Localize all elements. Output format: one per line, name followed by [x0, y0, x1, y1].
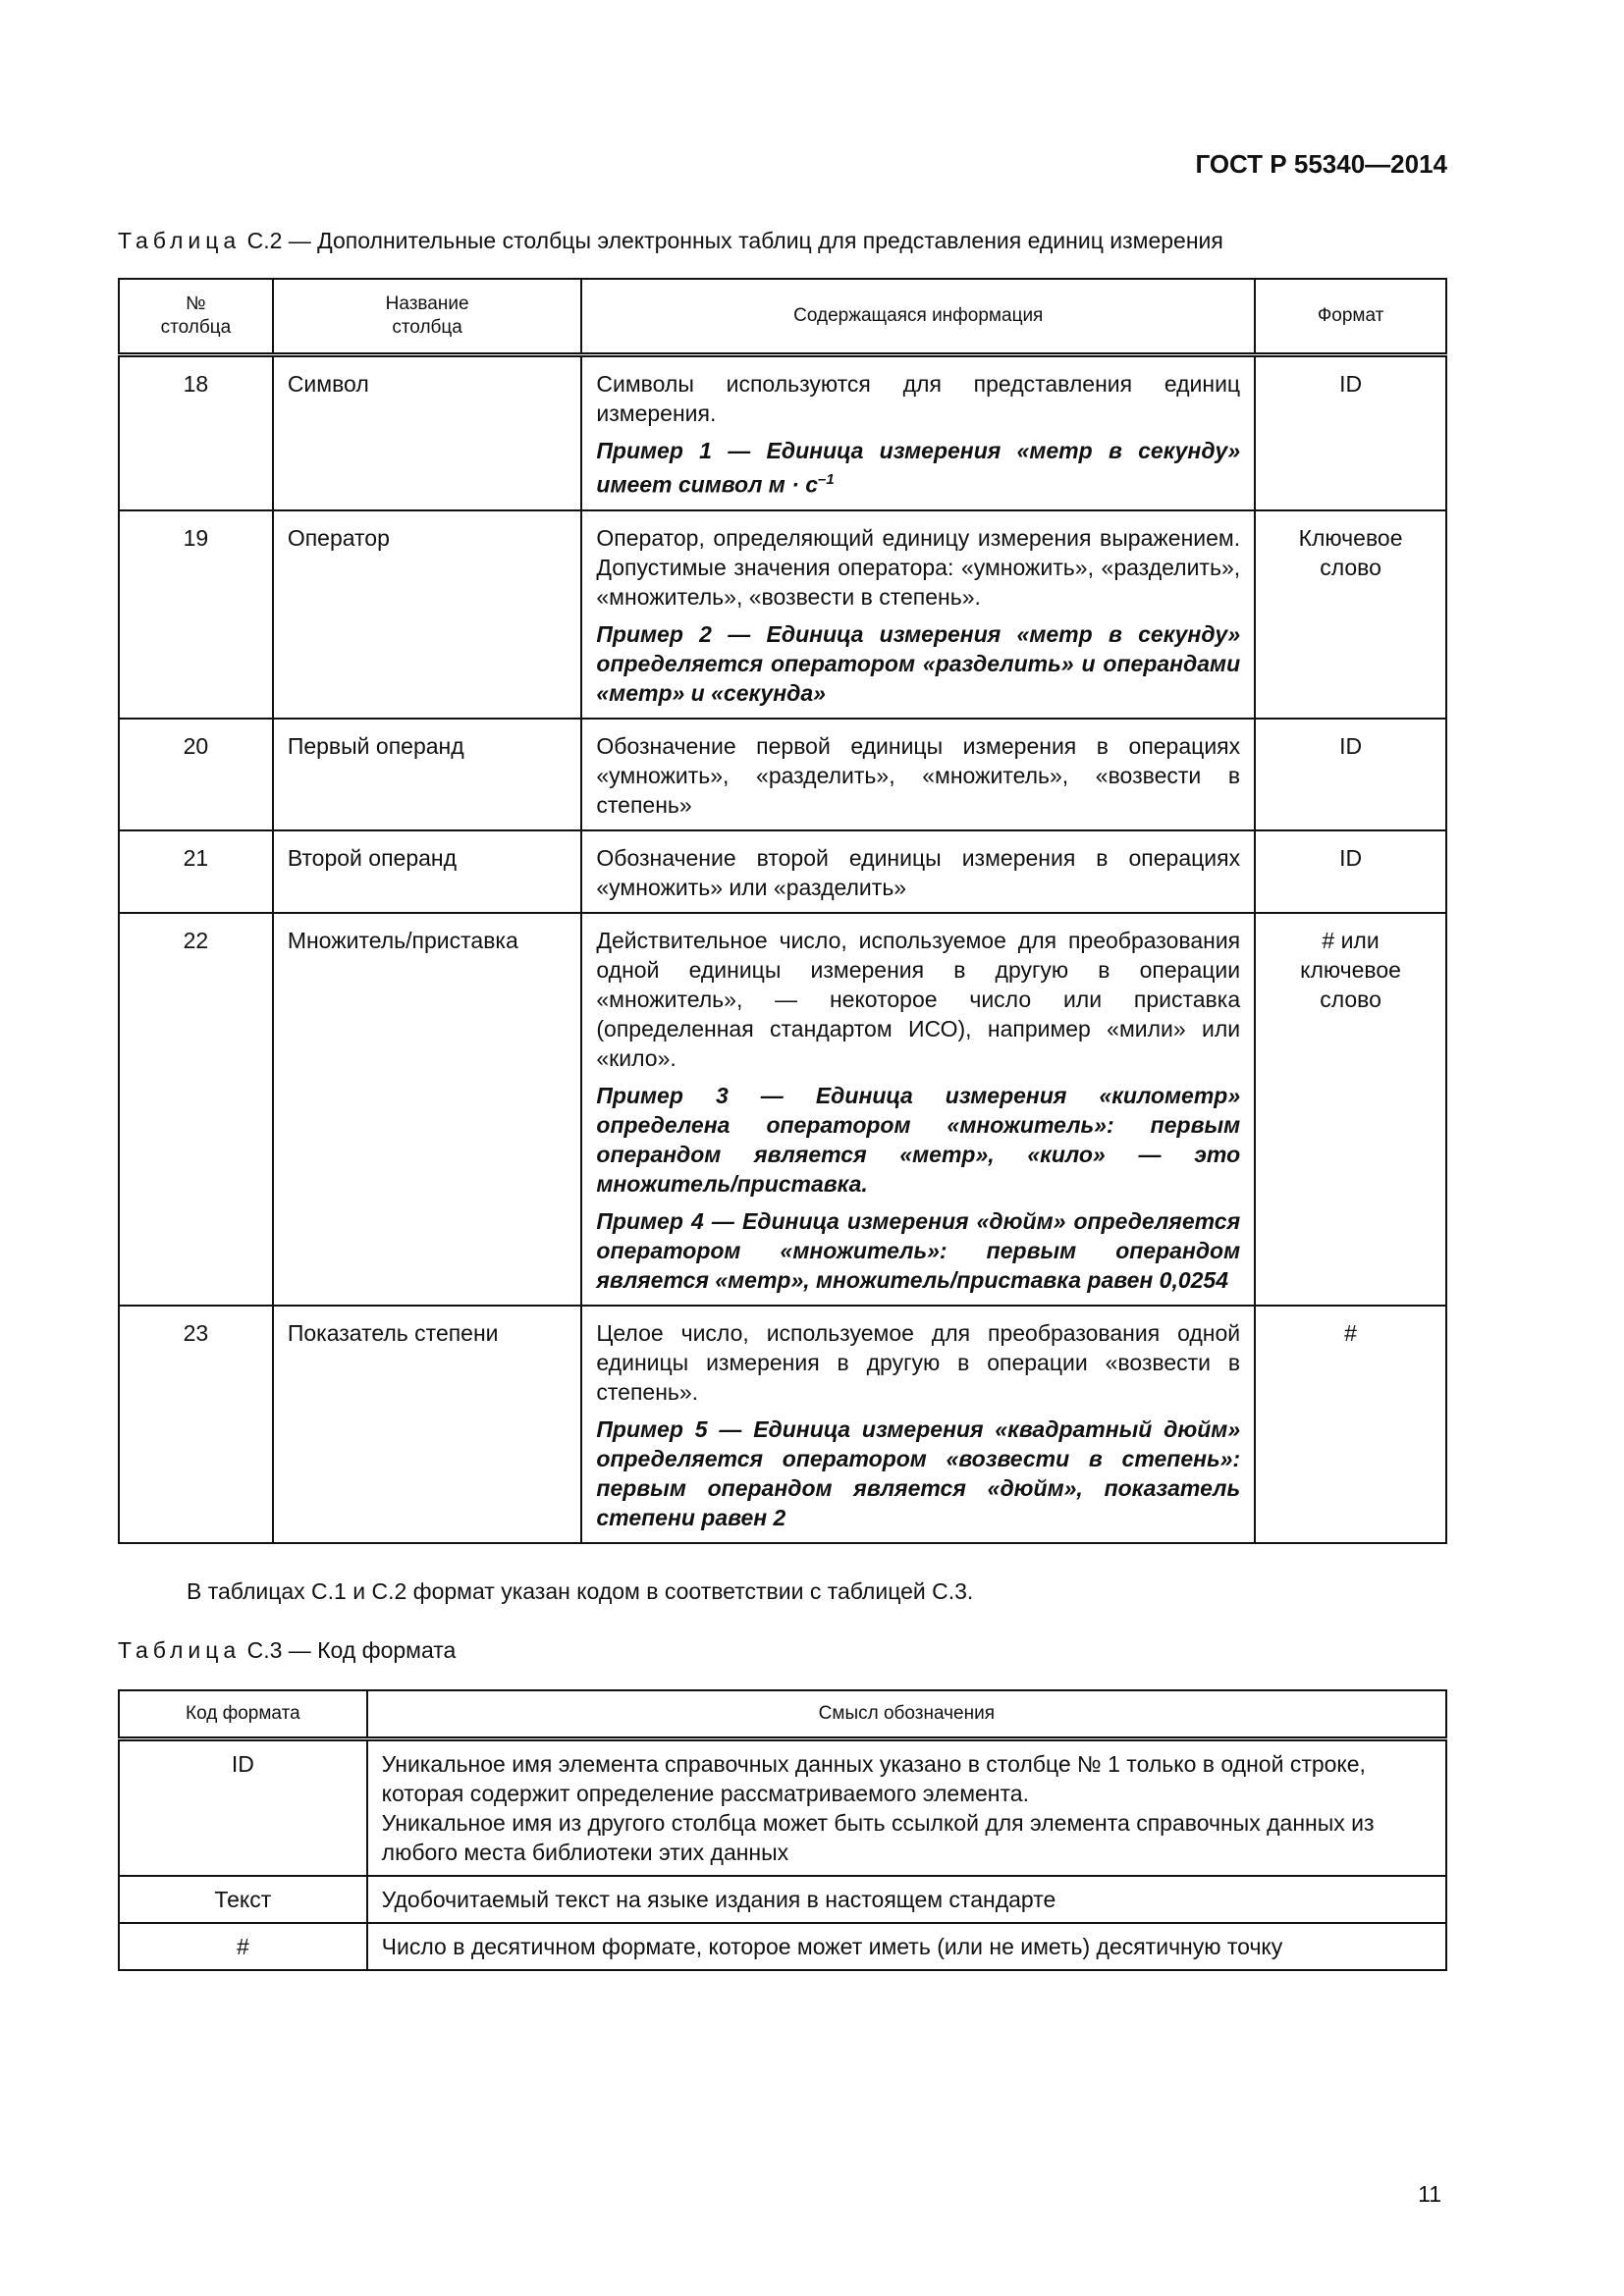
row-name: Оператор [273, 510, 582, 719]
body-paragraph: В таблицах С.1 и С.2 формат указан кодом в соответствии с таблицей С.3. [187, 1578, 974, 1604]
table-c2 [118, 278, 1447, 1544]
caption-text: С.3 — Код формата [246, 1637, 457, 1663]
table-row [119, 913, 1446, 1306]
format-code: # [119, 1923, 367, 1970]
header-meaning: Смысл обозначения [367, 1690, 1446, 1739]
standard-designation: ГОСТ Р 55340—2014 [1195, 149, 1447, 179]
row-format: ID [1255, 719, 1446, 830]
row-info-text: Целое число, используемое для преобразования одной единицы измерения в другую в операции «возвести в степень». [596, 1319, 1241, 1405]
row-example: Пример 4 — Единица измерения «дюйм» определяется оператором «множитель»: первым операндом является «метр», множитель/приставка равен 0,0254 [596, 1207, 1241, 1293]
row-example: Пример 3 — Единица измерения «километр» определена оператором «множитель»: первым операндом является «метр», «кило» — это множитель/приставка. [596, 1082, 1241, 1197]
table-row [119, 510, 1446, 719]
row-number: 22 [119, 913, 273, 1306]
header-col-format: Формат [1255, 279, 1446, 355]
row-info [581, 510, 1255, 719]
row-info: Обозначение второй единицы измерения в операциях «умножить» или «разделить» [581, 830, 1255, 913]
row-number: 19 [119, 510, 273, 719]
row-format: ID [1255, 830, 1446, 913]
row-info: Обозначение первой единицы измерения в операциях «умножить», «разделить», «множитель», «возвести в степень» [581, 719, 1255, 830]
row-info [581, 1306, 1255, 1543]
header-col-name: Название столбца [273, 279, 582, 355]
table-row [119, 719, 1446, 830]
table-row [119, 1876, 1446, 1923]
row-name: Первый операнд [273, 719, 582, 830]
table-row [119, 355, 1446, 510]
table-row [119, 1306, 1446, 1543]
row-number: 18 [119, 355, 273, 510]
row-info [581, 913, 1255, 1306]
table-c3 [118, 1689, 1447, 1971]
row-format: # [1255, 1306, 1446, 1543]
table-row [119, 1923, 1446, 1970]
table-row [119, 830, 1446, 913]
row-format: Ключевое слово [1255, 510, 1446, 719]
format-meaning: Число в десятичном формате, которое может иметь (или не иметь) десятичную точку [367, 1923, 1446, 1970]
row-format: ID [1255, 355, 1446, 510]
row-example: Пример 5 — Единица измерения «квадратный дюйм» определяется оператором «возвести в степень»: первым операндом является «дюйм», показатель степени равен 2 [596, 1415, 1241, 1530]
superscript: –1 [818, 471, 835, 488]
row-number: 21 [119, 830, 273, 913]
table-row [119, 1739, 1446, 1877]
caption-text: С.2 — Дополнительные столбцы электронных таблиц для представления единиц измерения [246, 228, 1223, 253]
row-name: Второй операнд [273, 830, 582, 913]
row-name: Показатель степени [273, 1306, 582, 1543]
row-number: 23 [119, 1306, 273, 1543]
row-name: Символ [273, 355, 582, 510]
row-info-text: Оператор, определяющий единицу измерения выражением. Допустимые значения оператора: «умножить», «разделить», «множитель», «возвести в степень». [596, 524, 1241, 610]
row-number: 20 [119, 719, 273, 830]
row-example: Пример 1 — Единица измерения «метр в секунду» имеет символ $м \cdot с^{-1}$ [596, 438, 1241, 498]
row-info [581, 355, 1255, 510]
format-code: Текст [119, 1876, 367, 1923]
header-col-info: Содержащаяся информация [581, 279, 1255, 355]
row-name: Множитель/приставка [273, 913, 582, 1306]
row-example: Пример 2 — Единица измерения «метр в секунду» определяется оператором «разделить» и операндами «метр» и «секунда» [596, 620, 1241, 706]
page-number: 11 [1418, 2181, 1441, 2207]
caption-label: Таблица [118, 1637, 242, 1663]
row-info-text: Символы используются для представления единиц измерения. [596, 371, 1241, 426]
format-meaning: Удобочитаемый текст на языке издания в настоящем стандарте [367, 1876, 1446, 1923]
table-c2-caption [118, 228, 1223, 254]
format-code: ID [119, 1739, 367, 1877]
caption-label: Таблица [118, 228, 242, 253]
row-info-text: Действительное число, используемое для преобразования одной единицы измерения в другую в операции «множитель», — некоторое число или приставка (определенная стандартом ИСО), например «мили» или «кило». [596, 927, 1241, 1071]
header-format-code: Код формата [119, 1690, 367, 1739]
table-c3-caption [118, 1637, 456, 1664]
header-col-number: № столбца [119, 279, 273, 355]
format-meaning: Уникальное имя элемента справочных данных указано в столбце № 1 только в одной строке, которая содержит определение рассматриваемого элемента. Уникальное имя из другого столбца может быть ссылкой для элемента справочных данных из любого места библиотеки этих данных [367, 1739, 1446, 1877]
row-format: # или ключевое слово [1255, 913, 1446, 1306]
